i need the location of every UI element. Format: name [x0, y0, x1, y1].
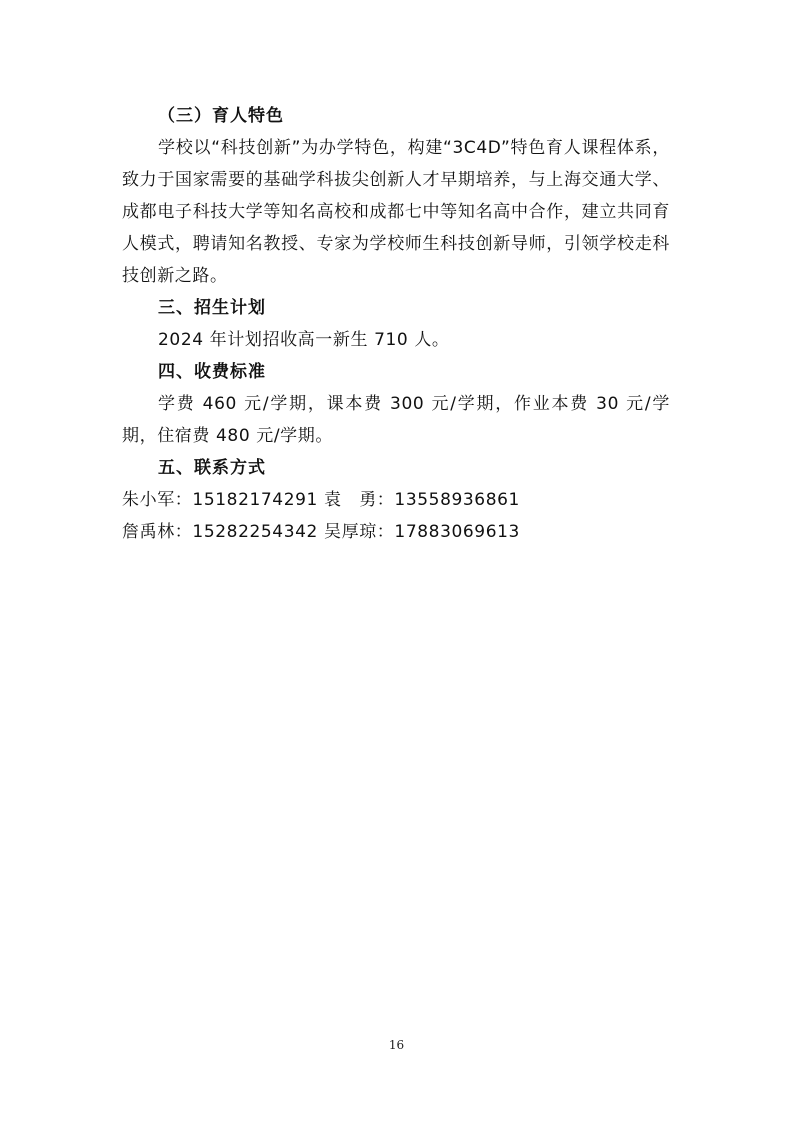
section-3-paragraph: 学校以“科技创新”为办学特色，构建“3C4D”特色育人课程体系，致力于国家需要的基础学科拔尖创新人才早期培养，与上海交通大学、成都电子科技大学等知名高校和成都七中等知名高中合作，建立共同育人模式，聘请知名教授、专家为学校师生科技创新导师，引领学校走科技创新之路。	[122, 138, 670, 286]
contact-entry: 吴厚琼：17883069613	[324, 522, 520, 542]
contact-heading: 五、联系方式	[158, 458, 266, 478]
contact-entry: 詹禹林：15282254342	[122, 522, 318, 542]
content-body	[122, 100, 670, 548]
contact-entry: 朱小军：15182174291	[122, 490, 318, 510]
contact-row	[100, 516, 670, 548]
contact-entry: 袁 勇：13558936861	[324, 490, 520, 510]
fees-paragraph: 学费 460 元/学期，课本费 300 元/学期，作业本费 30 元/学期，住宿费 480 元/学期。	[122, 394, 670, 446]
enrollment-heading: 三、招生计划	[158, 298, 266, 318]
section-3-heading: （三）育人特色	[158, 106, 284, 126]
enrollment-text: 2024 年计划招收高一新生 710 人。	[158, 330, 450, 350]
fees-heading: 四、收费标准	[158, 362, 266, 382]
page-number: 16	[388, 1038, 405, 1052]
contact-row	[100, 484, 670, 516]
